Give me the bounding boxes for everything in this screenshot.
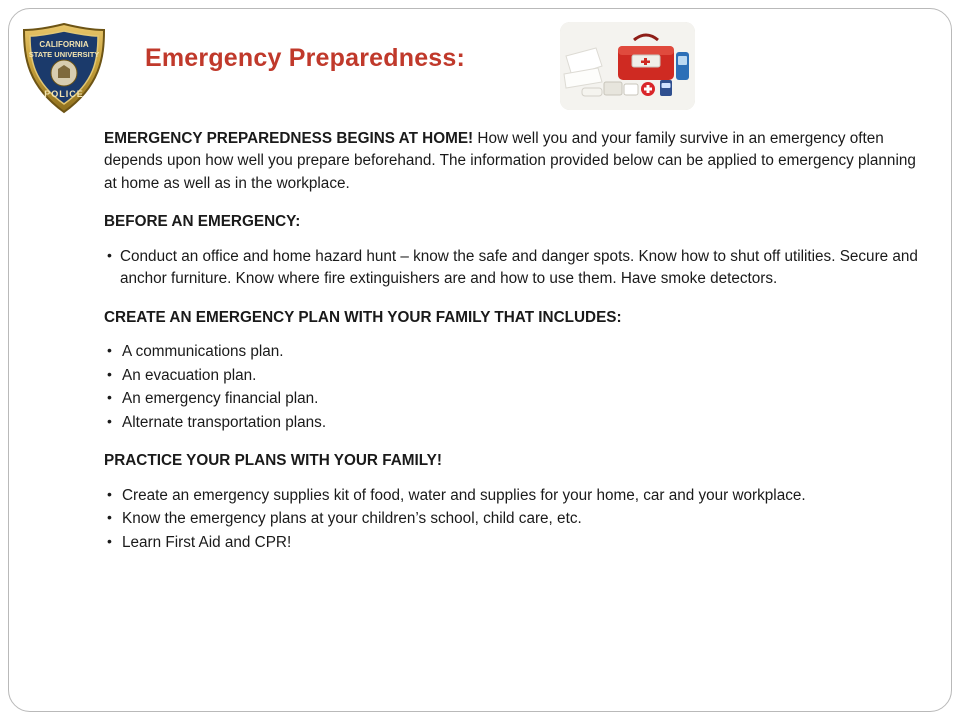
before-emergency-list: [104, 246, 924, 291]
intro-paragraph: [104, 128, 924, 195]
page-title: Emergency Preparedness:: [145, 44, 466, 72]
svg-text:POLICE: POLICE: [44, 89, 84, 99]
svg-text:STATE UNIVERSITY: STATE UNIVERSITY: [28, 50, 100, 59]
list-item: • Know the emergency plans at your children’s school, child care, etc.: [104, 508, 924, 530]
intro-lead: EMERGENCY PREPAREDNESS BEGINS AT HOME!: [104, 130, 474, 147]
police-badge-icon: [18, 22, 110, 114]
slide-body: [104, 128, 924, 555]
list-item: • An evacuation plan.: [104, 365, 924, 387]
list-item: • Conduct an office and home hazard hunt – know the safe and danger spots. Know how to shut off utilities. Secure and anchor furniture. Know where fire extinguishers are and how to use them. Have smoke detectors.: [104, 246, 924, 291]
before-emergency-heading: BEFORE AN EMERGENCY:: [104, 213, 301, 231]
practice-plans-heading: PRACTICE YOUR PLANS WITH YOUR FAMILY!: [104, 452, 442, 470]
intro-text: How well you and your family survive in an emergency often depends upon how well you prepare beforehand. The information provided below can be applied to emergency planning at home as well as in the workplace.: [104, 130, 916, 192]
slide-header: [0, 0, 960, 115]
svg-text:CALIFORNIA: CALIFORNIA: [39, 40, 89, 49]
emergency-kit-image: [560, 22, 695, 110]
list-item: • Learn First Aid and CPR!: [104, 532, 924, 554]
list-item: • Alternate transportation plans.: [104, 412, 924, 434]
create-plan-list: [104, 341, 924, 434]
list-item: • Create an emergency supplies kit of food, water and supplies for your home, car and your workplace.: [104, 485, 924, 507]
list-item: • A communications plan.: [104, 341, 924, 363]
create-plan-heading: CREATE AN EMERGENCY PLAN WITH YOUR FAMILY THAT INCLUDES:: [104, 308, 622, 326]
list-item: • An emergency financial plan.: [104, 388, 924, 410]
practice-plans-list: [104, 485, 924, 554]
